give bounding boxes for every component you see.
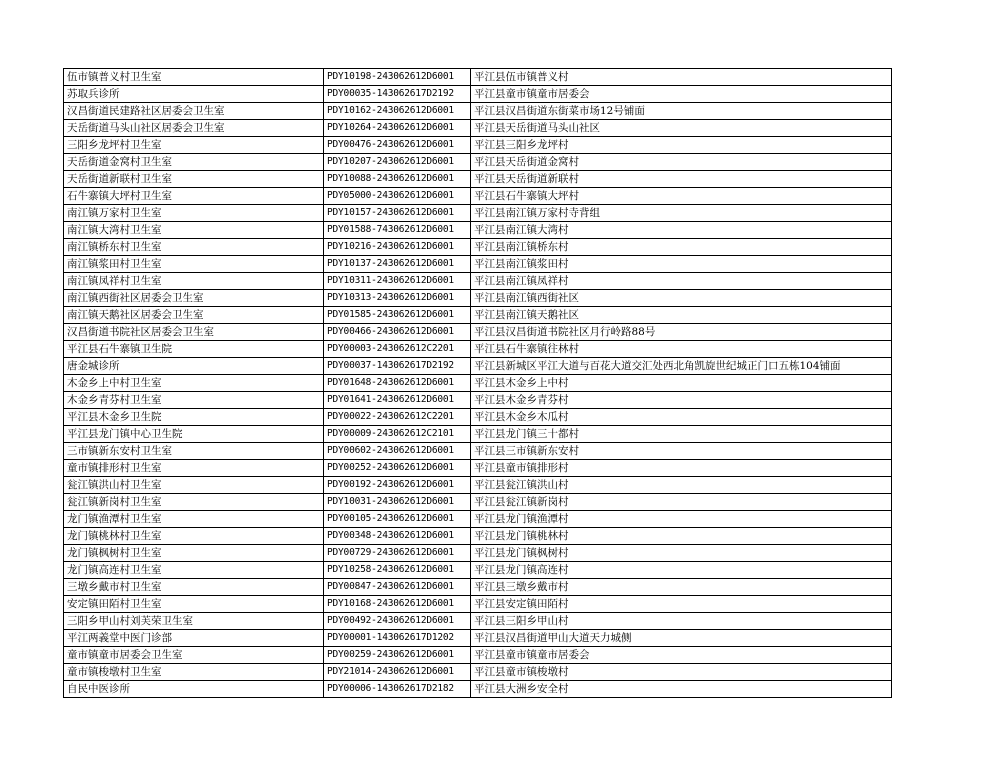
table-row [64, 443, 892, 460]
table-row [64, 290, 892, 307]
cell-address: 平江县汉昌街道书院社区月行岭路88号 [471, 324, 892, 341]
cell-registration-code: PDY00259-243062612D6001 [324, 647, 471, 664]
cell-institution-name: 汉昌街道书院社区居委会卫生室 [64, 324, 324, 341]
cell-institution-name: 苏取兵诊所 [64, 86, 324, 103]
cell-address: 平江县安定镇田陌村 [471, 596, 892, 613]
table-row [64, 426, 892, 443]
cell-institution-name: 天岳街道新联村卫生室 [64, 171, 324, 188]
cell-institution-name: 童市镇梭墩村卫生室 [64, 664, 324, 681]
table-row [64, 681, 892, 698]
cell-institution-name: 南江镇桥东村卫生室 [64, 239, 324, 256]
table-row [64, 545, 892, 562]
cell-address: 平江县南江镇桥东村 [471, 239, 892, 256]
cell-institution-name: 南江镇大湾村卫生室 [64, 222, 324, 239]
cell-registration-code: PDY01648-243062612D6001 [324, 375, 471, 392]
cell-registration-code: PDY00466-243062612D6001 [324, 324, 471, 341]
table-row [64, 307, 892, 324]
cell-address: 平江县石牛寨镇大坪村 [471, 188, 892, 205]
cell-registration-code: PDY00492-243062612D6001 [324, 613, 471, 630]
cell-institution-name: 伍市镇普义村卫生室 [64, 69, 324, 86]
cell-institution-name: 三市镇新东安村卫生室 [64, 443, 324, 460]
cell-registration-code: PDY00022-243062612C2201 [324, 409, 471, 426]
cell-address: 平江县龙门镇高连村 [471, 562, 892, 579]
table-body [64, 69, 892, 698]
cell-registration-code: PDY10313-243062612D6001 [324, 290, 471, 307]
table-row [64, 239, 892, 256]
cell-address: 平江县龙门镇渔潭村 [471, 511, 892, 528]
cell-institution-name: 南江镇浆田村卫生室 [64, 256, 324, 273]
table-row [64, 596, 892, 613]
cell-registration-code: PDY10216-243062612D6001 [324, 239, 471, 256]
table-row [64, 579, 892, 596]
cell-address: 平江县木金乡木瓜村 [471, 409, 892, 426]
table-row [64, 511, 892, 528]
cell-address: 平江县童市镇梭墩村 [471, 664, 892, 681]
cell-registration-code: PDY00001-143062617D1202 [324, 630, 471, 647]
table-row [64, 664, 892, 681]
cell-address: 平江县三墩乡戴市村 [471, 579, 892, 596]
cell-institution-name: 木金乡青芬村卫生室 [64, 392, 324, 409]
table-row [64, 409, 892, 426]
cell-address: 平江县南江镇西街社区 [471, 290, 892, 307]
table-row [64, 647, 892, 664]
cell-institution-name: 三阳乡龙坪村卫生室 [64, 137, 324, 154]
table-row [64, 137, 892, 154]
cell-registration-code: PDY00847-243062612D6001 [324, 579, 471, 596]
cell-registration-code: PDY10258-243062612D6001 [324, 562, 471, 579]
table-row [64, 273, 892, 290]
cell-registration-code: PDY01585-243062612D6001 [324, 307, 471, 324]
table-row [64, 86, 892, 103]
cell-institution-name: 瓮江镇洪山村卫生室 [64, 477, 324, 494]
table-row [64, 205, 892, 222]
cell-address: 平江县童市镇童市居委会 [471, 86, 892, 103]
cell-address: 平江县大洲乡安全村 [471, 681, 892, 698]
cell-address: 平江县三市镇新东安村 [471, 443, 892, 460]
cell-registration-code: PDY10207-243062612D6001 [324, 154, 471, 171]
table-row [64, 154, 892, 171]
cell-address: 平江县新城区平江大道与百花大道交汇处西北角凯旋世纪城正门口五栋104铺面 [471, 358, 892, 375]
cell-address: 平江县南江镇浆田村 [471, 256, 892, 273]
cell-address: 平江县瓮江镇洪山村 [471, 477, 892, 494]
cell-institution-name: 石牛寨镇大坪村卫生室 [64, 188, 324, 205]
cell-registration-code: PDY00348-243062612D6001 [324, 528, 471, 545]
cell-address: 平江县瓮江镇新岗村 [471, 494, 892, 511]
cell-registration-code: PDY10031-243062612D6001 [324, 494, 471, 511]
cell-institution-name: 安定镇田陌村卫生室 [64, 596, 324, 613]
cell-registration-code: PDY00035-143062617D2192 [324, 86, 471, 103]
cell-address: 平江县龙门镇三十都村 [471, 426, 892, 443]
cell-institution-name: 龙门镇桃林村卫生室 [64, 528, 324, 545]
cell-registration-code: PDY10157-243062612D6001 [324, 205, 471, 222]
cell-address: 平江县三阳乡龙坪村 [471, 137, 892, 154]
cell-registration-code: PDY00003-243062612C2201 [324, 341, 471, 358]
table-row [64, 222, 892, 239]
cell-address: 平江县木金乡上中村 [471, 375, 892, 392]
cell-institution-name: 唐金城诊所 [64, 358, 324, 375]
cell-registration-code: PDY01641-243062612D6001 [324, 392, 471, 409]
cell-address: 平江县南江镇天鹅社区 [471, 307, 892, 324]
cell-address: 平江县天岳街道马头山社区 [471, 120, 892, 137]
cell-address: 平江县伍市镇普义村 [471, 69, 892, 86]
cell-address: 平江县龙门镇枫树村 [471, 545, 892, 562]
cell-registration-code: PDY10137-243062612D6001 [324, 256, 471, 273]
cell-address: 平江县汉昌街道东街菜市场12号铺面 [471, 103, 892, 120]
cell-institution-name: 龙门镇渔潭村卫生室 [64, 511, 324, 528]
cell-registration-code: PDY00105-243062612D6001 [324, 511, 471, 528]
table-row [64, 120, 892, 137]
cell-registration-code: PDY00476-243062612D6001 [324, 137, 471, 154]
cell-address: 平江县龙门镇桃林村 [471, 528, 892, 545]
cell-address: 平江县童市镇排形村 [471, 460, 892, 477]
table-row [64, 324, 892, 341]
cell-institution-name: 南江镇天鹅社区居委会卫生室 [64, 307, 324, 324]
cell-institution-name: 南江镇凤祥村卫生室 [64, 273, 324, 290]
cell-registration-code: PDY01588-743062612D6001 [324, 222, 471, 239]
cell-registration-code: PDY10198-243062612D6001 [324, 69, 471, 86]
cell-registration-code: PDY05000-243062612D6001 [324, 188, 471, 205]
cell-address: 平江县童市镇童市居委会 [471, 647, 892, 664]
cell-institution-name: 童市镇排形村卫生室 [64, 460, 324, 477]
cell-institution-name: 龙门镇枫树村卫生室 [64, 545, 324, 562]
cell-registration-code: PDY00009-243062612C2101 [324, 426, 471, 443]
table-row [64, 460, 892, 477]
table-row [64, 494, 892, 511]
cell-registration-code: PDY00252-243062612D6001 [324, 460, 471, 477]
table-row [64, 630, 892, 647]
table-row [64, 613, 892, 630]
cell-institution-name: 天岳街道马头山社区居委会卫生室 [64, 120, 324, 137]
cell-address: 平江县南江镇凤祥村 [471, 273, 892, 290]
cell-address: 平江县石牛寨镇往林村 [471, 341, 892, 358]
table-row [64, 528, 892, 545]
cell-institution-name: 平江县木金乡卫生院 [64, 409, 324, 426]
cell-registration-code: PDY00037-143062617D2192 [324, 358, 471, 375]
cell-institution-name: 三阳乡甲山村刘芙荣卫生室 [64, 613, 324, 630]
cell-institution-name: 自民中医诊所 [64, 681, 324, 698]
cell-institution-name: 木金乡上中村卫生室 [64, 375, 324, 392]
cell-institution-name: 平江县龙门镇中心卫生院 [64, 426, 324, 443]
cell-address: 平江县南江镇大湾村 [471, 222, 892, 239]
table-row [64, 358, 892, 375]
cell-address: 平江县南江镇万家村寺背组 [471, 205, 892, 222]
table-row [64, 375, 892, 392]
cell-institution-name: 瓮江镇新岗村卫生室 [64, 494, 324, 511]
cell-registration-code: PDY10088-243062612D6001 [324, 171, 471, 188]
table-row [64, 477, 892, 494]
cell-institution-name: 童市镇童市居委会卫生室 [64, 647, 324, 664]
cell-registration-code: PDY10264-243062612D6001 [324, 120, 471, 137]
cell-institution-name: 龙门镇高连村卫生室 [64, 562, 324, 579]
table-row [64, 256, 892, 273]
cell-institution-name: 南江镇西街社区居委会卫生室 [64, 290, 324, 307]
cell-registration-code: PDY00729-243062612D6001 [324, 545, 471, 562]
table-row [64, 341, 892, 358]
clinic-registry-sheet [63, 68, 891, 698]
cell-registration-code: PDY10168-243062612D6001 [324, 596, 471, 613]
cell-institution-name: 三墩乡戴市村卫生室 [64, 579, 324, 596]
table-row [64, 69, 892, 86]
cell-registration-code: PDY21014-243062612D6001 [324, 664, 471, 681]
cell-institution-name: 南江镇万家村卫生室 [64, 205, 324, 222]
table-row [64, 103, 892, 120]
cell-address: 平江县三阳乡甲山村 [471, 613, 892, 630]
table-row [64, 188, 892, 205]
cell-registration-code: PDY10311-243062612D6001 [324, 273, 471, 290]
cell-address: 平江县汉昌街道甲山大道天力城侧 [471, 630, 892, 647]
cell-registration-code: PDY00602-243062612D6001 [324, 443, 471, 460]
cell-institution-name: 天岳街道金窝村卫生室 [64, 154, 324, 171]
table-row [64, 562, 892, 579]
table-row [64, 171, 892, 188]
cell-address: 平江县木金乡青芬村 [471, 392, 892, 409]
cell-institution-name: 平江两義堂中医门诊部 [64, 630, 324, 647]
cell-institution-name: 平江县石牛寨镇卫生院 [64, 341, 324, 358]
cell-registration-code: PDY00192-243062612D6001 [324, 477, 471, 494]
clinic-registry-table [63, 68, 892, 698]
cell-address: 平江县天岳街道金窝村 [471, 154, 892, 171]
cell-institution-name: 汉昌街道民建路社区居委会卫生室 [64, 103, 324, 120]
cell-registration-code: PDY00006-143062617D2182 [324, 681, 471, 698]
table-row [64, 392, 892, 409]
cell-address: 平江县天岳街道新联村 [471, 171, 892, 188]
cell-registration-code: PDY10162-243062612D6001 [324, 103, 471, 120]
